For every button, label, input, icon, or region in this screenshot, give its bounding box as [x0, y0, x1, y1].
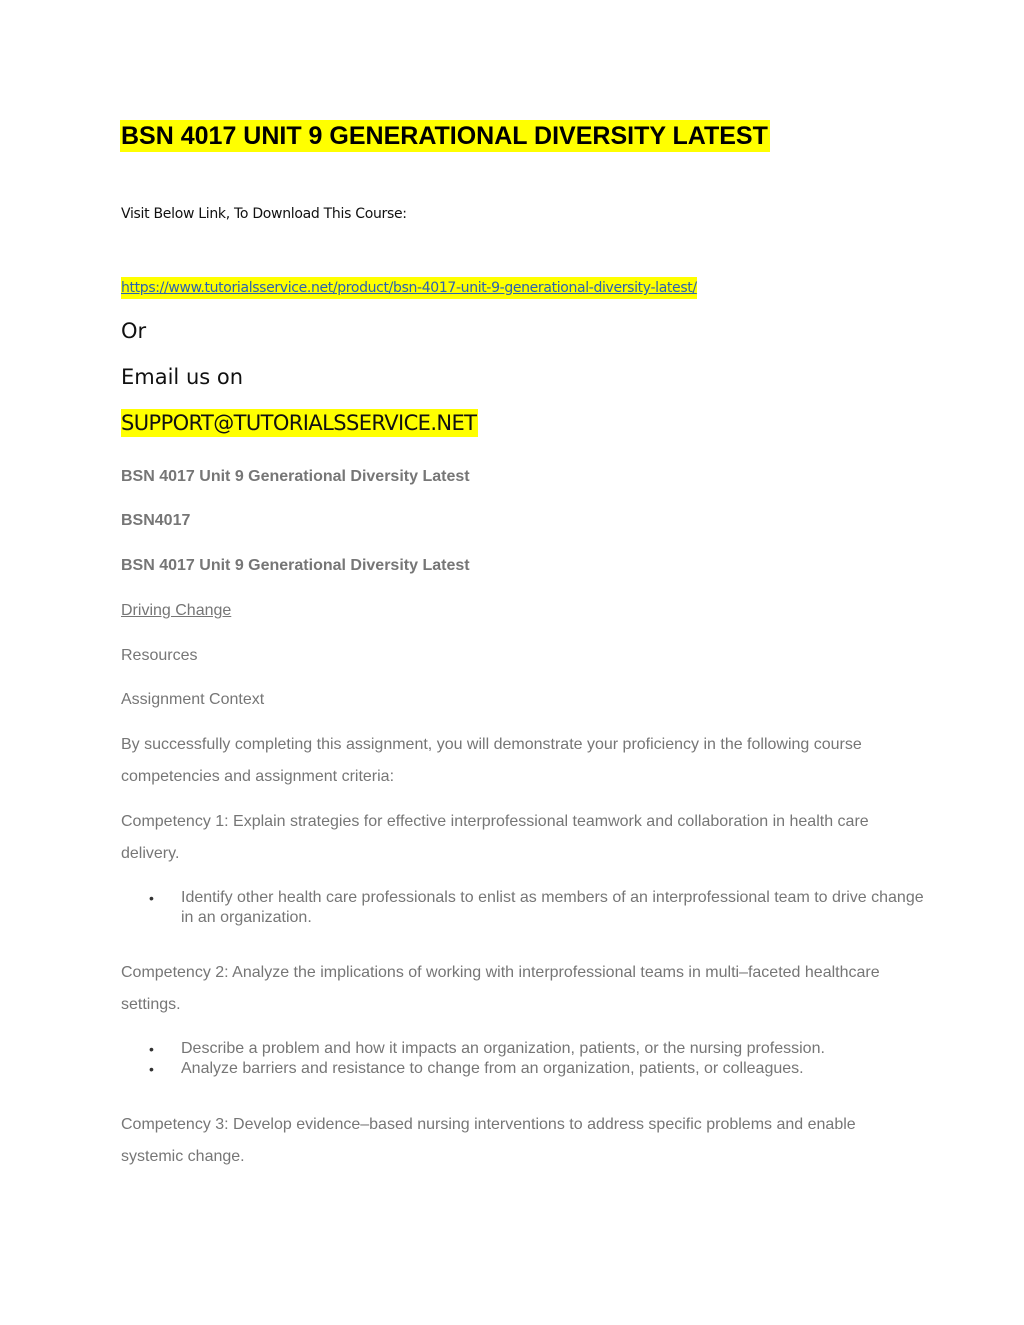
support-email[interactable]: SUPPORT@TUTORIALSSERVICE.NET [121, 411, 477, 435]
list-item [145, 888, 925, 928]
criterion-text: Identify other health care professionals to enlist as members of an interprofessional team to drive change in an organization. [181, 889, 924, 926]
driving-change-link[interactable]: Driving Change [121, 602, 232, 619]
course-download-link[interactable]: https://www.tutorialsservice.net/product/bsn-4017-unit-9-generational-diversity-latest/ [121, 277, 697, 299]
course-code: BSN4017 [121, 512, 191, 529]
intro-text: Visit Below Link, To Download This Course: [121, 206, 407, 222]
document-title: BSN 4017 UNIT 9 GENERATIONAL DIVERSITY LATEST [121, 122, 768, 150]
bullet-icon: • [149, 890, 154, 906]
or-text: Or [121, 319, 147, 343]
bullet-icon: • [149, 1041, 154, 1057]
resources-label: Resources [121, 647, 198, 664]
course-heading: BSN 4017 Unit 9 Generational Diversity Latest [121, 468, 470, 485]
list-item [145, 1059, 925, 1079]
course-heading-repeat: BSN 4017 Unit 9 Generational Diversity Latest [121, 557, 470, 574]
competency-3: Competency 3: Develop evidence–based nursing interventions to address specific problems and enable systemic change. [121, 1116, 856, 1165]
competency-1: Competency 1: Explain strategies for effective interprofessional teamwork and collaboration in health care delivery. [121, 813, 869, 862]
email-label: Email us on [121, 365, 244, 389]
list-item [145, 1039, 925, 1059]
criterion-text: Describe a problem and how it impacts an organization, patients, or the nursing profession. [181, 1040, 825, 1057]
intro-paragraph: By successfully completing this assignment, you will demonstrate your proficiency in the following course competencies and assignment criteria: [121, 736, 862, 785]
bullet-icon: • [149, 1061, 154, 1077]
competency-2: Competency 2: Analyze the implications of working with interprofessional teams in multi–faceted healthcare settings. [121, 964, 880, 1013]
competency-1-criteria [145, 888, 925, 928]
competency-2-criteria [145, 1039, 925, 1079]
assignment-context-label: Assignment Context [121, 691, 265, 708]
criterion-text: Analyze barriers and resistance to change from an organization, patients, or colleagues. [181, 1060, 804, 1077]
